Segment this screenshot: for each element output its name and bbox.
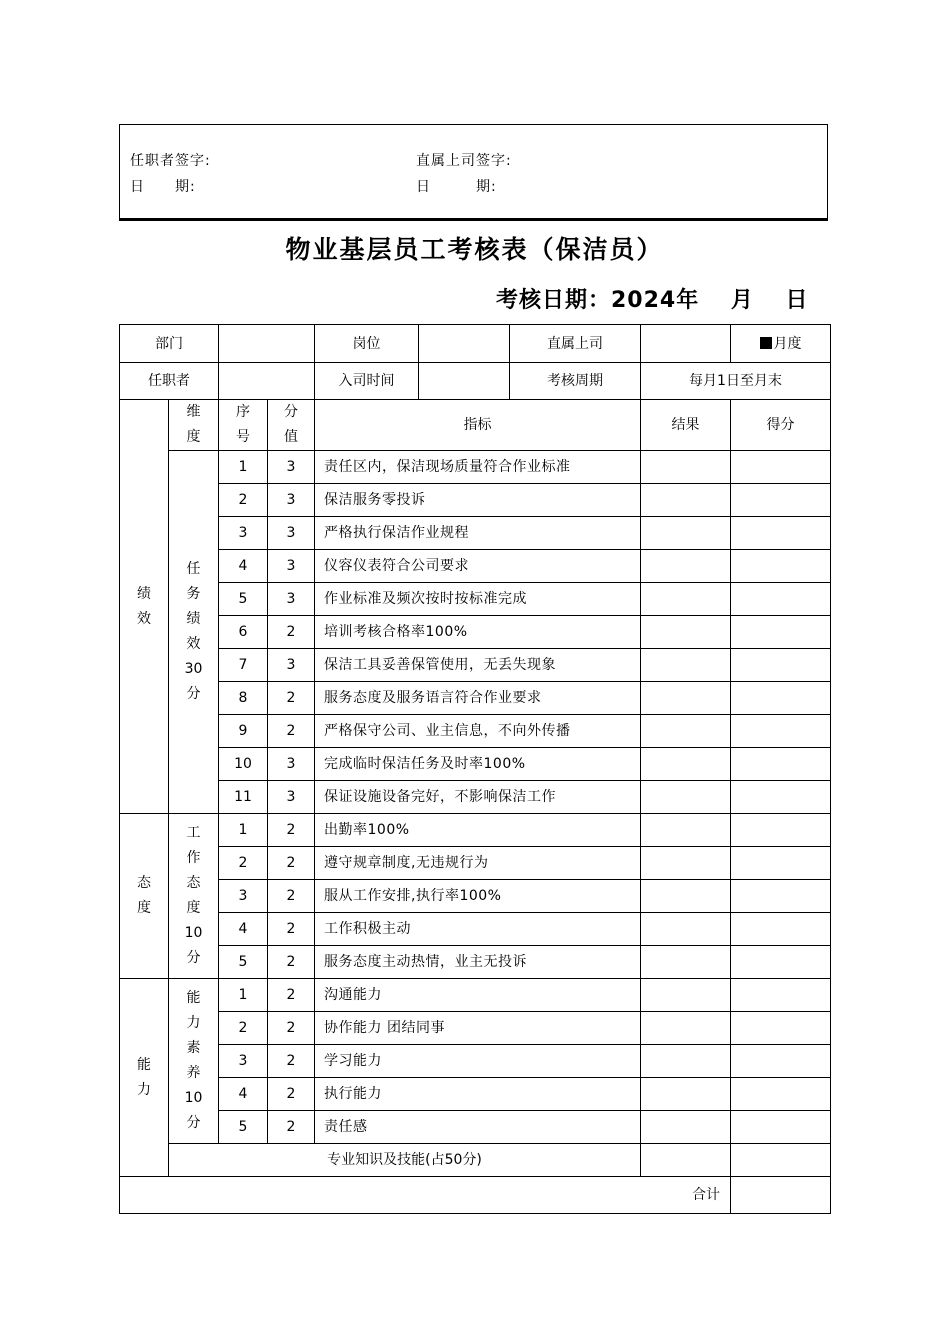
row-points[interactable]	[731, 1078, 831, 1111]
row-points[interactable]	[731, 682, 831, 715]
col-dimension-char: 度	[186, 429, 201, 445]
row-points[interactable]	[731, 913, 831, 946]
row-indicator: 工作积极主动	[315, 913, 641, 946]
row-indicator: 协作能力 团结同事	[315, 1012, 641, 1045]
row-number: 3	[219, 1045, 268, 1078]
col-score	[268, 400, 315, 451]
table-row	[120, 946, 831, 979]
subsection-ability-char: 10	[184, 1090, 203, 1106]
row-points[interactable]	[731, 946, 831, 979]
row-indicator: 培训考核合格率100%	[315, 616, 641, 649]
section-ability-char: 能	[137, 1056, 151, 1073]
dept-value[interactable]	[219, 325, 315, 363]
row-score: 2	[268, 946, 315, 979]
row-score: 3	[268, 550, 315, 583]
employee-value[interactable]	[219, 363, 315, 400]
col-seq-char: 号	[236, 429, 250, 445]
row-indicator: 作业标准及频次按时按标准完成	[315, 583, 641, 616]
subsection-ability-char: 素	[186, 1040, 201, 1056]
row-score: 3	[268, 748, 315, 781]
table-row	[120, 484, 831, 517]
supervisor-date-label: 日 期:	[416, 179, 497, 195]
row-number: 2	[219, 484, 268, 517]
row-score: 2	[268, 847, 315, 880]
row-points[interactable]	[731, 1111, 831, 1144]
post-label: 岗位	[315, 325, 419, 363]
table-row	[120, 748, 831, 781]
row-number: 11	[219, 781, 268, 814]
row-result[interactable]	[641, 913, 731, 946]
row-points[interactable]	[731, 880, 831, 913]
section-ability-char: 力	[137, 1081, 151, 1098]
row-result[interactable]	[641, 1012, 731, 1045]
row-result[interactable]	[641, 451, 731, 484]
row-result[interactable]	[641, 946, 731, 979]
row-score: 2	[268, 880, 315, 913]
row-result[interactable]	[641, 781, 731, 814]
col-seq-char: 序	[236, 404, 250, 420]
col-dimension	[169, 400, 219, 451]
row-result[interactable]	[641, 583, 731, 616]
dept-label: 部门	[120, 325, 219, 363]
subsection-attitude-char: 10	[184, 925, 203, 941]
row-indicator: 严格执行保洁作业规程	[315, 517, 641, 550]
row-result[interactable]	[641, 880, 731, 913]
row-result[interactable]	[641, 550, 731, 583]
period-type-label: 月度	[773, 335, 802, 352]
row-score: 2	[268, 1078, 315, 1111]
row-score: 3	[268, 649, 315, 682]
row-indicator: 服务态度及服务语言符合作业要求	[315, 682, 641, 715]
assessment-table	[119, 324, 831, 1214]
row-result[interactable]	[641, 1045, 731, 1078]
row-points[interactable]	[731, 583, 831, 616]
row-number: 4	[219, 913, 268, 946]
row-number: 5	[219, 583, 268, 616]
section-ability	[120, 979, 169, 1177]
supervisor-value[interactable]	[641, 325, 731, 363]
row-result[interactable]	[641, 517, 731, 550]
table-row	[120, 1045, 831, 1078]
row-points[interactable]	[731, 649, 831, 682]
table-row	[120, 715, 831, 748]
table-row	[120, 550, 831, 583]
cycle-value: 每月1日至月末	[641, 363, 831, 400]
col-score-char: 值	[284, 429, 298, 445]
professional-skills: 专业知识及技能(占50分)	[169, 1144, 641, 1177]
row-number: 8	[219, 682, 268, 715]
row-score: 2	[268, 913, 315, 946]
row-indicator: 服务态度主动热情，业主无投诉	[315, 946, 641, 979]
row-number: 3	[219, 517, 268, 550]
row-points[interactable]	[731, 748, 831, 781]
row-number: 1	[219, 451, 268, 484]
row-score: 3	[268, 517, 315, 550]
employee-date-label: 日 期:	[130, 179, 196, 195]
row-score: 3	[268, 781, 315, 814]
row-points[interactable]	[731, 979, 831, 1012]
table-row	[120, 814, 831, 847]
col-dimension-char: 维	[186, 404, 201, 420]
row-result[interactable]	[641, 715, 731, 748]
section-performance-char: 效	[137, 610, 151, 627]
row-result[interactable]	[641, 616, 731, 649]
row-number: 7	[219, 649, 268, 682]
row-indicator: 学习能力	[315, 1045, 641, 1078]
col-score-char: 分	[284, 404, 298, 420]
table-row	[120, 682, 831, 715]
subsection-attitude-char: 态	[186, 875, 201, 891]
row-number: 10	[219, 748, 268, 781]
row-result[interactable]	[641, 847, 731, 880]
row-indicator: 责任感	[315, 1111, 641, 1144]
row-points[interactable]	[731, 1045, 831, 1078]
total-value[interactable]	[731, 1177, 831, 1214]
supervisor-label: 直属上司	[510, 325, 641, 363]
row-score: 2	[268, 814, 315, 847]
row-result[interactable]	[641, 484, 731, 517]
row-points[interactable]	[731, 517, 831, 550]
row-score: 2	[268, 979, 315, 1012]
row-score: 2	[268, 1111, 315, 1144]
section-performance-char: 绩	[137, 585, 151, 602]
row-score: 2	[268, 715, 315, 748]
entry-time-label: 入司时间	[315, 363, 419, 400]
row-result[interactable]	[641, 814, 731, 847]
row-result[interactable]	[641, 649, 731, 682]
row-number: 4	[219, 550, 268, 583]
page-title: 物业基层员工考核表（保洁员）	[285, 235, 664, 264]
employee-sign-label: 任职者签字:	[130, 153, 211, 169]
row-indicator: 保证设施设备完好，不影响保洁工作	[315, 781, 641, 814]
col-points: 得分	[731, 400, 831, 451]
table-row	[120, 1078, 831, 1111]
row-number: 9	[219, 715, 268, 748]
row-indicator: 保洁服务零投诉	[315, 484, 641, 517]
row-result[interactable]	[641, 1078, 731, 1111]
period-type[interactable]	[731, 325, 831, 363]
section-performance	[120, 400, 169, 814]
table-row	[120, 847, 831, 880]
subsection-attitude-char: 度	[186, 900, 201, 916]
section-attitude	[120, 814, 169, 979]
subsection-performance-char: 效	[186, 636, 201, 652]
subsection-performance-char: 30	[184, 661, 203, 677]
row-indicator: 完成临时保洁任务及时率100%	[315, 748, 641, 781]
row-points[interactable]	[731, 715, 831, 748]
table-row	[120, 979, 831, 1012]
row-score: 2	[268, 616, 315, 649]
table-row	[120, 913, 831, 946]
row-indicator: 保洁工具妥善保管使用，无丢失现象	[315, 649, 641, 682]
table-row	[120, 583, 831, 616]
subsection-ability-char: 能	[186, 990, 201, 1006]
signature-box	[119, 124, 828, 221]
row-score: 3	[268, 484, 315, 517]
assessment-date: 考核日期：2024年 月 日	[496, 288, 809, 313]
row-points[interactable]	[731, 1012, 831, 1045]
row-result[interactable]	[641, 979, 731, 1012]
table-row	[120, 1144, 831, 1177]
section-attitude-char: 度	[137, 900, 151, 916]
row-points[interactable]	[731, 451, 831, 484]
row-number: 2	[219, 1012, 268, 1045]
cycle-label: 考核周期	[510, 363, 641, 400]
section-attitude-char: 态	[137, 875, 151, 891]
entry-time-value[interactable]	[419, 363, 510, 400]
row-number: 6	[219, 616, 268, 649]
employee-label: 任职者	[120, 363, 219, 400]
row-indicator: 仪容仪表符合公司要求	[315, 550, 641, 583]
subsection-performance-char: 绩	[186, 611, 201, 627]
col-result: 结果	[641, 400, 731, 451]
row-score: 2	[268, 1045, 315, 1078]
subsection-performance	[169, 451, 219, 814]
subsection-ability-char: 分	[186, 1115, 201, 1131]
subsection-attitude-char: 工	[186, 825, 201, 841]
row-result[interactable]	[641, 1111, 731, 1144]
row-points[interactable]	[731, 847, 831, 880]
row-points[interactable]	[731, 781, 831, 814]
table-row	[120, 517, 831, 550]
post-value[interactable]	[419, 325, 510, 363]
table-row	[120, 1012, 831, 1045]
subsection-ability	[169, 979, 219, 1144]
table-row	[120, 649, 831, 682]
total-label: 合计	[120, 1177, 731, 1214]
subsection-attitude-char: 作	[186, 850, 201, 866]
row-indicator: 执行能力	[315, 1078, 641, 1111]
row-number: 3	[219, 880, 268, 913]
row-number: 1	[219, 814, 268, 847]
col-indicator: 指标	[315, 400, 641, 451]
table-row	[120, 781, 831, 814]
row-score: 3	[268, 583, 315, 616]
row-number: 5	[219, 1111, 268, 1144]
table-row	[120, 1177, 831, 1214]
row-number: 2	[219, 847, 268, 880]
row-points[interactable]	[731, 550, 831, 583]
subsection-performance-char: 任	[186, 561, 201, 577]
row-result[interactable]	[641, 682, 731, 715]
professional-result[interactable]	[641, 1144, 731, 1177]
row-number: 1	[219, 979, 268, 1012]
row-indicator: 遵守规章制度,无违规行为	[315, 847, 641, 880]
row-score: 3	[268, 451, 315, 484]
table-row	[120, 880, 831, 913]
row-indicator: 出勤率100%	[315, 814, 641, 847]
professional-points[interactable]	[731, 1144, 831, 1177]
row-result[interactable]	[641, 748, 731, 781]
row-indicator: 严格保守公司、业主信息，不向外传播	[315, 715, 641, 748]
subsection-performance-char: 务	[186, 586, 201, 602]
row-score: 2	[268, 1012, 315, 1045]
row-points[interactable]	[731, 814, 831, 847]
row-number: 5	[219, 946, 268, 979]
row-number: 4	[219, 1078, 268, 1111]
subsection-attitude	[169, 814, 219, 979]
row-points[interactable]	[731, 484, 831, 517]
row-indicator: 服从工作安排,执行率100%	[315, 880, 641, 913]
supervisor-sign-label: 直属上司签字:	[416, 153, 512, 169]
subsection-ability-char: 养	[186, 1065, 201, 1081]
row-indicator: 责任区内，保洁现场质量符合作业标准	[315, 451, 641, 484]
checkbox-checked-icon	[760, 337, 772, 349]
subsection-ability-char: 力	[186, 1015, 201, 1031]
row-score: 2	[268, 682, 315, 715]
table-row	[120, 451, 831, 484]
table-row	[120, 616, 831, 649]
subsection-attitude-char: 分	[186, 950, 201, 966]
row-indicator: 沟通能力	[315, 979, 641, 1012]
table-row	[120, 1111, 831, 1144]
subsection-performance-char: 分	[186, 686, 201, 702]
col-seq	[219, 400, 268, 451]
row-points[interactable]	[731, 616, 831, 649]
